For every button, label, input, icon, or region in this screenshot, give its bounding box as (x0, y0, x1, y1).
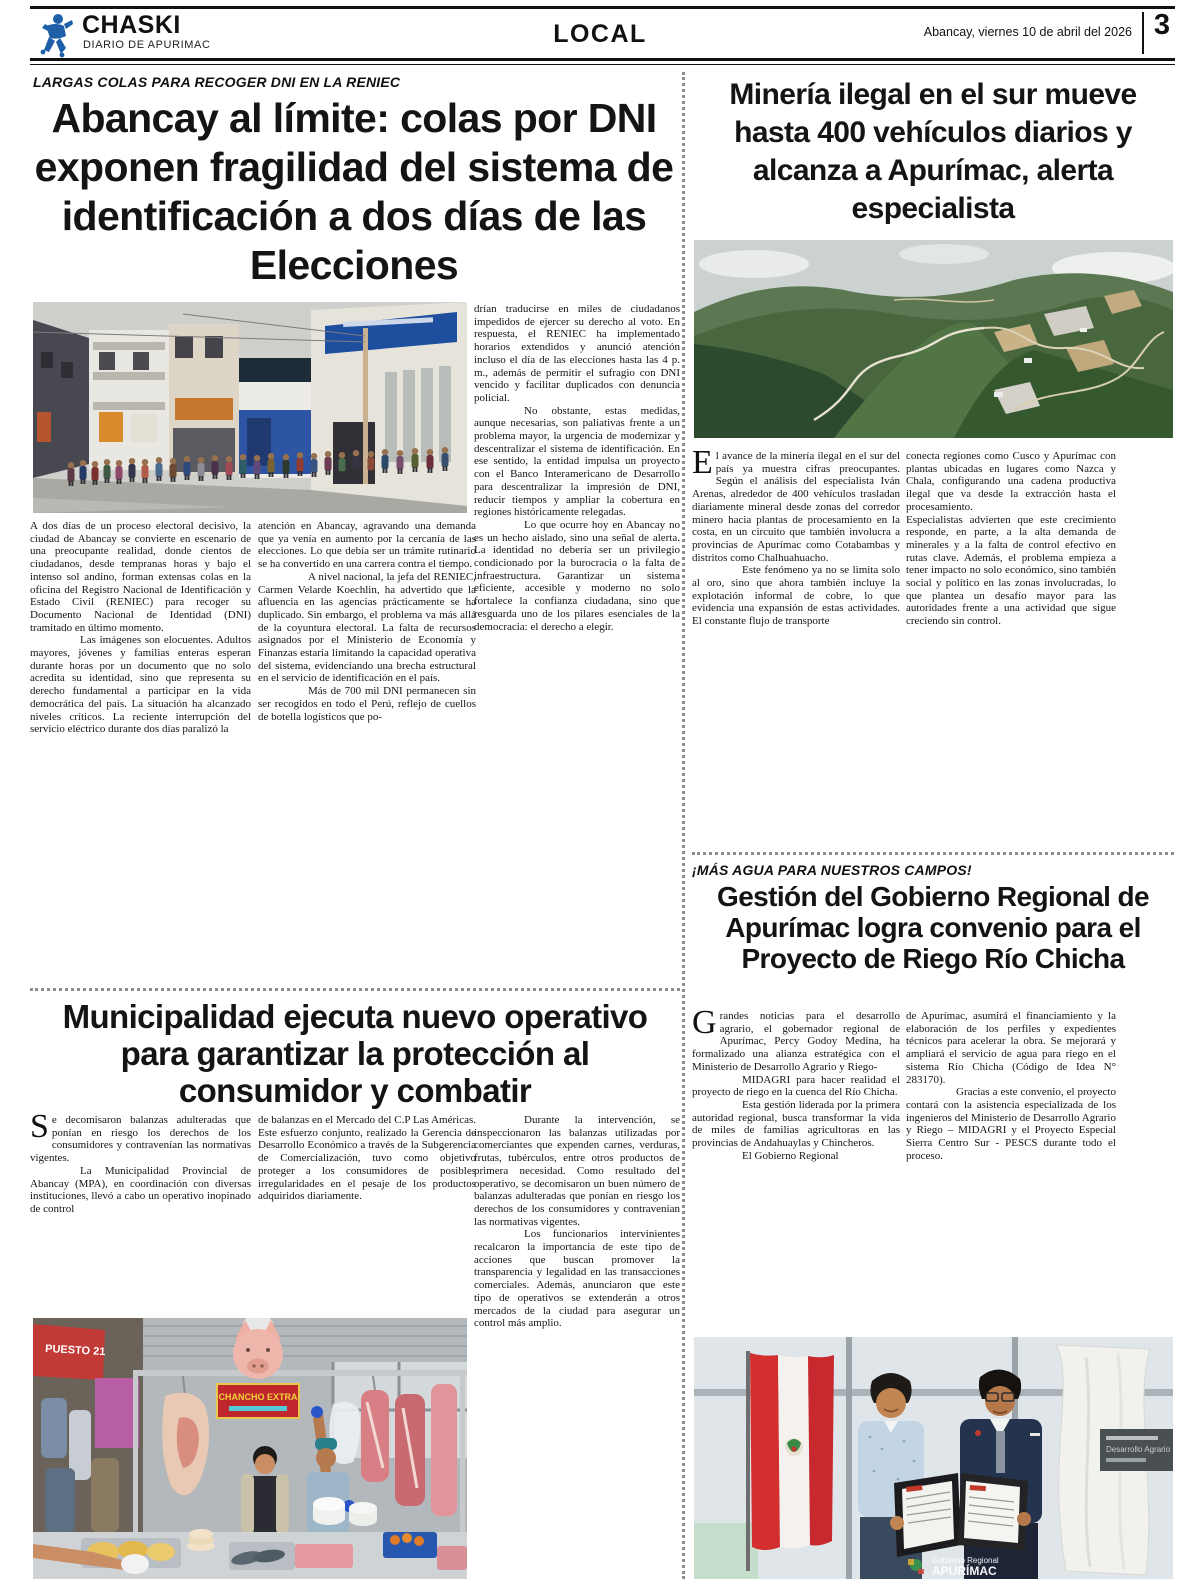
paper-name: CHASKI (82, 11, 181, 39)
header-bottom-rule (30, 58, 1175, 61)
drop-cap: S (30, 1108, 49, 1145)
drop-cap: G (692, 1004, 717, 1041)
mining-photo (694, 240, 1173, 438)
dni-column-1: A dos días de un proceso electoral decisivo, la ciudad de Abancay se convierte en escenario de una preocupante realidad, donde cientos de ciudadanos, desde tempranas horas y bajo el intenso sol andino, forman extensas colas en la oficina del Registro Nacional de Identificación y Estado Civil (RENIEC) para recoger su Documento Nacional de Identidad (DNI) tramitado en último momento. Las imágenes son elocuentes. Adultos mayores, jóvenes y familias enteras esperan durante horas por un documento que no solo acredita su identidad, sino que representa su derecho fundamental a participar en la vida democrática del país. La situación ha alcanzado niveles críticos. La reciente interrupción del servicio eléctrico durante dos días paralizó la (30, 520, 251, 736)
dni-kicker: LARGAS COLAS PARA RECOGER DNI EN LA RENIEC (33, 74, 401, 90)
dni-column-2: atención en Abancay, agravando una demanda que ya venía en aumento por la cercanía de las elecciones. Lo que debía ser un trámite rutinario se ha convertido en una carrera contra el tiempo. A nivel nacional, la jefa del RENIEC, Carmen Velarde Koechlin, ha advertido que la afluencia en las agencias prácticamente se ha duplicado. Sin embargo, el problema va más allá de la coyuntura electoral. La falta de recursos asignados por el Ministerio de Economía y Finanzas estaría limitando la capacidad operativa del sistema, evidenciando una brecha estructural en el servicio de identificación en el país. Más de 700 mil DNI permanecen sin ser recogidos en todo el Perú, reflejo de cuellos de botella logísticos que po- (258, 520, 476, 723)
chaski-logo-icon (36, 12, 76, 58)
market-stall-sign-text: PUESTO 21 (44, 1343, 106, 1359)
page-number: 3 (1153, 9, 1171, 41)
dni-column-3: drían traducirse en miles de ciudadanos impedidos de ejercer su derecho al voto. En respuesta, el RENIEC ha implementado horarios extendidos y anunció atención incluso el día de las elecciones hasta las 4 p. m., además de permitir el sufragio con DNI vencido y facilitar duplicados con denuncia policial. No obstante, estas medidas, aunque necesarias, son paliativas frente a un problema mayor, la urgencia de modernizar y descentralizar el sistema de identificación. En ese sentido, la entidad impulsa un proyecto con el Banco Interamericano de Desarrollo para descentralizar la impresión de DNI, reducir tiempos y ampliar la cobertura en regiones históricamente relegadas. Lo que ocurre hoy en Abancay no es un hecho aislado, sino una señal de alerta. La identidad no debería ser un privilegio condicionado por la burocracia o la falta de infraestructura. Garantizar un sistema eficiente, accesible y moderno no solo fortalece la confianza ciudadana, sino que resguarda uno de los pilares esenciales de la democracia: el derecho a elegir. (474, 303, 680, 633)
market-photo (33, 1318, 467, 1579)
header-bottom-rule-thin (30, 64, 1175, 65)
riego-kicker: ¡MÁS AGUA PARA NUESTROS CAMPOS! (692, 862, 972, 878)
main-column-divider (682, 72, 685, 1579)
edition-dateline: Abancay, viernes 10 de abril del 2026 (923, 25, 1132, 39)
muni-column-1: Se decomisaron balanzas adulteradas que ponían en riesgo los derechos de los consumidores y contravenían las normativas vigentes. La Municipalidad Provincial de Abancay (MPA), en coordinación con diversas instituciones, llevó a cabo un operativo inopinado de control (30, 1108, 251, 1215)
signing-watermark: APURÍMAC (932, 1564, 997, 1578)
riego-column-1: Grandes noticias para el desarrollo agrario, el gobernador regional de Apurímac, Percy Godoy Medina, ha formalizado una alianza estratégica con el Ministerio de Desarrollo Agrario y Riego- MIDAGRI para hacer realidad el proyecto de riego en la cuenca del Río Chicha. Esta gestión liderada por la primera autoridad regional, busca transformar la vida de miles de familias agricultoras en las provincias de Andahuaylas y Chincheros. El Gobierno Regional (692, 1004, 900, 1162)
muni-column-3: Durante la intervención, se inspeccionaron las balanzas utilizadas por comerciantes que expenden carnes, verduras, frutas, tubérculos, entre otros productos de primera necesidad. Como resultado del operativo, se decomisaron un buen número de balanzas adulteradas que ponían en riesgo los derechos de los consumidores y contravenían las normativas vigentes. Los funcionarios intervinientes recalcaron la importancia de este tipo de acciones que buscan promover la transparencia y legalidad en las transacciones comerciales. Además, anunciaron que este tipo de operativos se extenderán a otros mercados de la ciudad para asegurar un control más amplio. (474, 1114, 680, 1330)
mineria-column-2: conecta regiones como Cusco y Apurímac con plantas ubicadas en lugares como Nazca y Chala, configurando una cadena productiva ilegal que va desde la extracción hasta el procesamiento. Especialistas advierten que este crecimiento responde, en parte, a la alta demanda de minerales y a la falta de control efectivo en rutas clave. Además, el problema empieza a tener impacto no solo económico, sino también social y político en las zonas involucradas, lo que plantea un desafío mayor para las autoridades frente a una actividad que sigue creciendo sin control. (906, 450, 1116, 628)
header-top-rule (30, 6, 1175, 9)
signing-plate-text: Desarrollo Agrario (1106, 1445, 1171, 1454)
signing-photo (694, 1337, 1173, 1579)
market-banner-text: CHANCHO EXTRA (218, 1392, 298, 1402)
left-section-divider (30, 988, 680, 991)
signing-watermark-top: Gobierno Regional (932, 1556, 999, 1565)
riego-headline: Gestión del Gobierno Regional de Apurímac logra convenio para el Proyecto de Riego Río Chicha (717, 881, 1149, 974)
mineria-headline: Minería ilegal en el sur mueve hasta 400 vehículos diarios y alcanza a Apurímac, alerta especialista (729, 78, 1137, 225)
pagenum-divider (1142, 12, 1144, 54)
drop-cap: E (692, 444, 713, 481)
riego-column-2: de Apurímac, asumirá el financiamiento y la elaboración de los perfiles y expedientes técnicos para acelerar la obra. Se mejorará y ampliará el servicio de agua para riego en el sistema Río Chicha (Código de Idea N° 283170). Gracias a este convenio, el proyecto contará con la asistencia especializada de los ingenieros del Ministerio de Desarrollo Agrario y Riego – MIDAGRI y el Proyecto Especial Sierra Centro Sur - PESCS durante todo el proceso. (906, 1010, 1116, 1162)
section-title: LOCAL (553, 20, 647, 48)
muni-headline: Municipalidad ejecuta nuevo operativo para garantizar la protección al consumidor y combatir (62, 998, 648, 1109)
muni-column-2: de balanzas en el Mercado del C.P Las Américas. Este esfuerzo conjunto, realizado la Gerencia de Desarrollo Económico a través de la Subgerencia de Comercialización, tuvo como objetivo proteger a los consumidores de posibles irregularidades en el pesaje de los productos adquiridos diariamente. (258, 1114, 476, 1203)
mineria-column-1: El avance de la minería ilegal en el sur del país ya muestra cifras preocupantes. Según el análisis del especialista Iván Arenas, alrededor de 400 vehículos trasladan diariamente mineral desde zonas del corredor minero hacia plantas de procesamiento en la costa, en un circuito que también involucra a provincias de Apurímac como Cotabambas y distritos como Chalhuahuacho. Este fenómeno ya no se limita solo al oro, sino que ahora también incluye la explotación informal de cobre, lo que evidencia una expansión de estas actividades. El constante flujo de transporte (692, 444, 900, 628)
dni-headline: Abancay al límite: colas por DNI exponen fragilidad del sistema de identificación a dos días de las Elecciones (34, 95, 674, 288)
queue-photo (33, 302, 467, 513)
right-section-divider (692, 852, 1174, 855)
paper-tagline: DIARIO DE APURIMAC (83, 39, 211, 51)
